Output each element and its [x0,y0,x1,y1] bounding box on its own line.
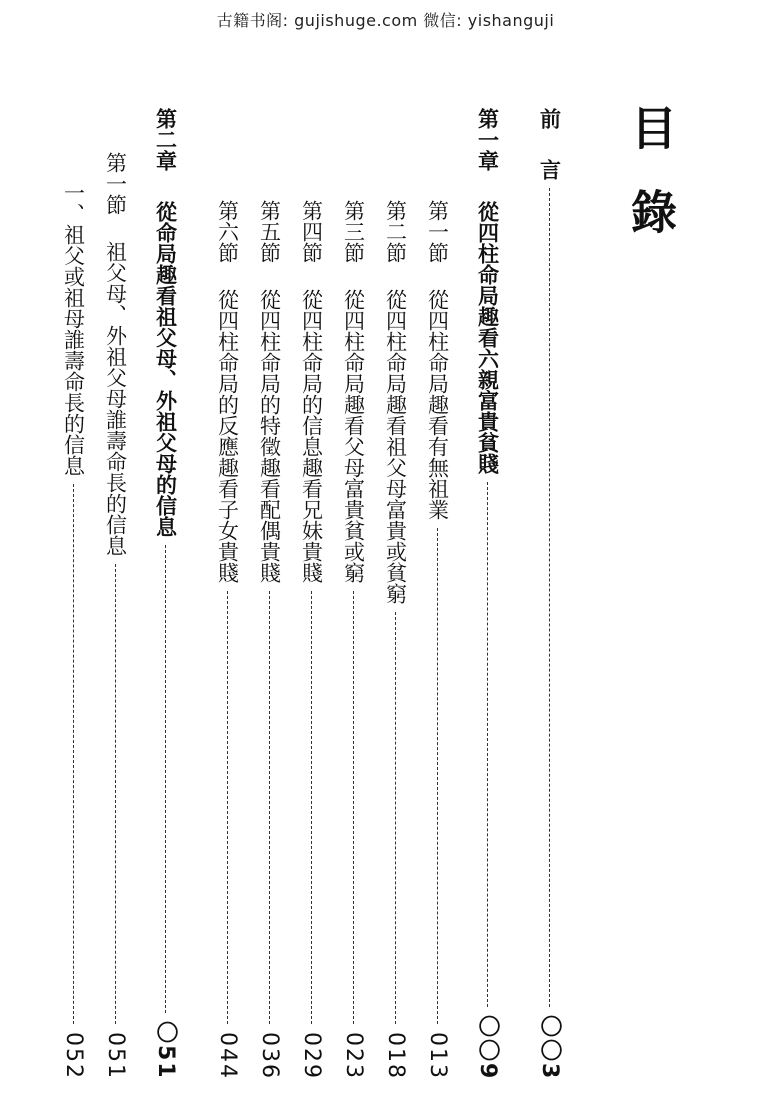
entry-page: 〇〇9 [475,1014,500,1080]
entry-title: 從四柱命局的反應趣看子女貴賤 [215,289,240,583]
entry-title: 從四柱命局趣看六親富貴貧賤 [475,201,500,474]
entry-title: 從四柱命局的特徵趣看配偶貴賤 [257,289,282,583]
entry-page: 〇〇3 [537,1014,562,1080]
toc-entry-ch1-sec5[interactable] [258,200,280,1080]
leader-line [311,591,312,1024]
entry-chapter: 第二章 [153,108,178,171]
toc-entry-ch1-sec2[interactable] [384,200,406,1080]
entry-title: 從四柱命局趣看有無祖業 [425,289,450,520]
entry-chapter: 第三節 [341,200,366,263]
entry-page: 051 [103,1032,128,1080]
leader-line [73,484,74,1024]
toc-entry-ch1-sec3[interactable] [342,200,364,1080]
leader-line [165,545,166,1013]
entry-title: 言 [537,159,562,180]
leader-line [115,564,116,1024]
toc-entry-chapter-1[interactable] [476,108,498,1080]
entry-chapter: 第五節 [257,200,282,263]
toc-entry-ch1-sec4[interactable] [300,200,322,1080]
toc-entry-ch2-sec1-item1[interactable] [62,182,84,1080]
entry-title: 祖父或祖母誰壽命長的信息 [61,224,86,476]
entry-page: 029 [299,1032,324,1080]
toc-title: 目錄 [624,104,678,272]
entry-chapter: 第六節 [215,200,240,263]
entry-chapter: 第一節 [425,200,450,263]
entry-chapter: 第一節 [103,152,128,215]
entry-page: 036 [257,1032,282,1080]
entry-page: 018 [383,1032,408,1080]
entry-chapter: 一、 [61,182,86,224]
leader-line [437,528,438,1024]
entry-page: 023 [341,1032,366,1080]
leader-line [549,188,550,1007]
entry-title: 從四柱命局趣看父母富貴貧或窮 [341,289,366,583]
entry-page: 044 [215,1032,240,1080]
toc-entry-ch1-sec1[interactable] [426,200,448,1080]
toc-entry-ch1-sec6[interactable] [216,200,238,1080]
entry-title: 從命局趣看祖父母、外祖父母的信息 [153,201,178,537]
leader-line [487,482,488,1007]
entry-page: 〇51 [153,1021,178,1080]
entry-page: 013 [425,1032,450,1080]
leader-line [395,612,396,1024]
entry-chapter: 前 [537,108,562,129]
watermark-text: 古籍书阁: gujishuge.com 微信: yishanguji [216,11,555,30]
entry-chapter: 第一章 [475,108,500,171]
entry-page: 052 [61,1032,86,1080]
entry-title: 祖父母、外祖父母誰壽命長的信息 [103,241,128,556]
entry-title: 從四柱命局的信息趣看兄妹貴賤 [299,289,324,583]
leader-line [269,591,270,1024]
toc-entry-preface[interactable] [538,108,560,1080]
toc-entry-ch2-sec1[interactable] [104,152,126,1080]
entry-chapter: 第四節 [299,200,324,263]
entry-title: 從四柱命局趣看祖父母富貴或貧窮 [383,289,408,604]
leader-line [353,591,354,1024]
toc-entry-chapter-2[interactable] [154,108,176,1080]
entry-chapter: 第二節 [383,200,408,263]
leader-line [227,591,228,1024]
